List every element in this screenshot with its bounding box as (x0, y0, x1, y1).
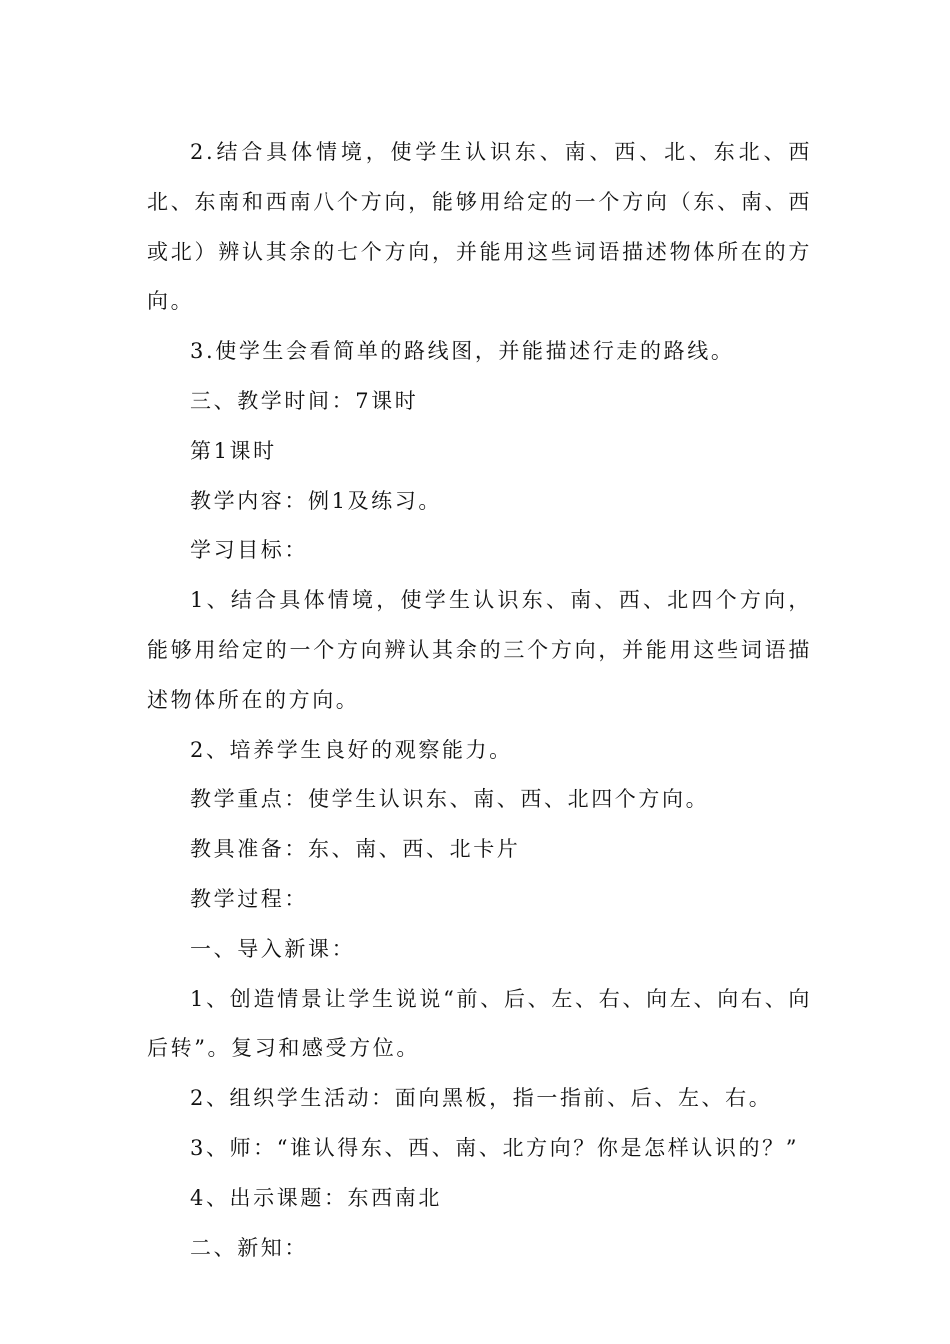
paragraph-learning-goals-heading: 学习目标： (190, 538, 308, 563)
paragraph-intro-step-4: 4、出示课题：东西南北 (190, 1185, 442, 1210)
paragraph-teaching-aids: 教具准备：东、南、西、北卡片 (190, 837, 521, 862)
paragraph-teaching-content: 教学内容：例1及练习。 (190, 488, 442, 513)
paragraph-intro-step-2: 2、组织学生活动：面向黑板，指一指前、后、左、右。 (190, 1086, 773, 1111)
paragraph-objective-3: 3.使学生会看简单的路线图，并能描述行走的路线。 (190, 339, 735, 364)
paragraph-goal-1: 1、结合具体情境，使学生认识东、南、西、北四个方向，能够用给定的一个方向辨认其余的三个方向，并能用这些词语描述物体所在的方向。 (147, 588, 812, 712)
paragraph-intro-step-3: 3、师：“谁认得东、西、南、北方向？你是怎样认识的？” (190, 1135, 800, 1160)
paragraph-objective-2: 2.结合具体情境，使学生认识东、南、西、北、东北、西北、东南和西南八个方向，能够用给定的一个方向（东、南、西或北）辨认其余的七个方向，并能用这些词语描述物体所在的方向。 (147, 140, 812, 314)
paragraph-teaching-time: 三、教学时间：7课时 (190, 388, 419, 413)
paragraph-teaching-process-heading: 教学过程： (190, 886, 308, 911)
paragraph-section-new-knowledge: 二、新知： (190, 1235, 308, 1260)
paragraph-teaching-focus: 教学重点：使学生认识东、南、西、北四个方向。 (190, 787, 710, 812)
paragraph-lesson-number: 第1课时 (190, 438, 277, 463)
paragraph-goal-2: 2、培养学生良好的观察能力。 (190, 737, 513, 762)
document-body (147, 128, 812, 1273)
paragraph-intro-step-1: 1、创造情景让学生说说“前、后、左、右、向左、向右、向后转”。复习和感受方位。 (147, 986, 812, 1061)
paragraph-section-intro: 一、导入新课： (190, 936, 356, 961)
